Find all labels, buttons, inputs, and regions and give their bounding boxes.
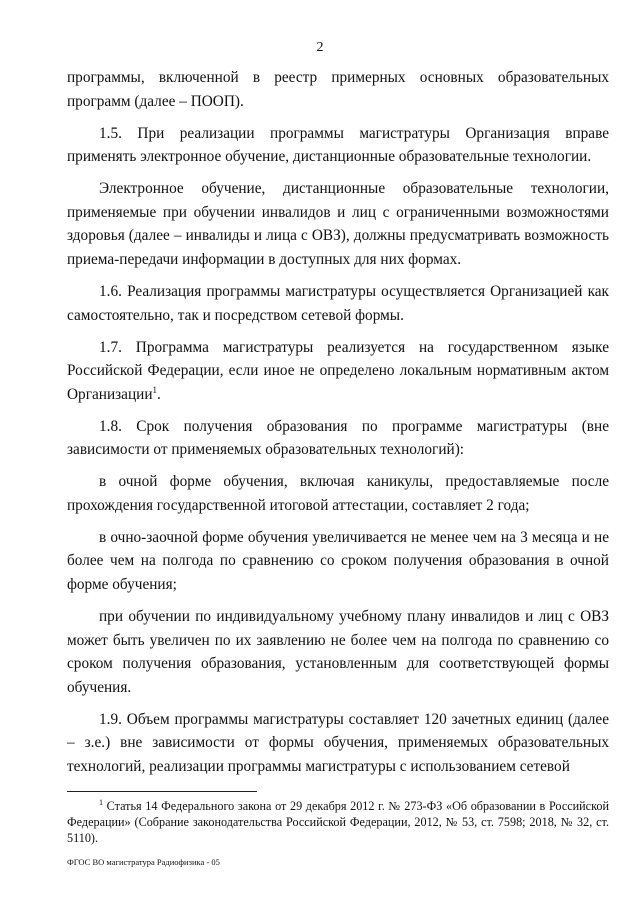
paragraph-ovz: Электронное обучение, дистанционные образовательные технологии, применяемые при обучении инвалидов и лиц с ограниченными возможностями здоровья (далее – инвалиды и лица с ОВЗ), должны предусматривать возможность приема-передачи информации в доступных для них формах. bbox=[67, 180, 609, 268]
paragraph-1-6: 1.6. Реализация программы магистратуры осуществляется Организацией как самостоятельно, так и посредством сетевой формы. bbox=[67, 282, 609, 324]
paragraph-part-time: в очно-заочной форме обучения увеличивается не менее чем на 3 месяца и не более чем на полгода по сравнению со сроком получения образования в очной форме обучения; bbox=[67, 528, 609, 594]
paragraph-1-7-text: 1.7. Программа магистратуры реализуется на государственном языке Российской Федерации, если иное не определено локальным нормативным актом Организации bbox=[67, 338, 609, 403]
paragraph-individual-plan: при обучении по индивидуальному учебному плану инвалидов и лиц с ОВЗ может быть увеличен по их заявлению не более чем на полгода по сравнению со сроком получения образования, установленным для соответствующей формы обучения. bbox=[67, 608, 609, 696]
paragraph-1-7-end: . bbox=[157, 385, 161, 403]
paragraph-full-time: в очной форме обучения, включая каникулы, предоставляемые после прохождения государственной итоговой аттестации, составляет 2 года; bbox=[67, 473, 609, 514]
paragraph-pooop: программы, включенной в реестр примерных основных образовательных программ (далее – ПООП). bbox=[67, 69, 609, 110]
paragraph-1-8: 1.8. Срок получения образования по программе магистратуры (вне зависимости от применяемых образовательных технологий): bbox=[67, 417, 609, 459]
paragraph-1-9: 1.9. Объем программы магистратуры составляет 120 зачетных единиц (далее – з.е.) вне зависимости от формы обучения, применяемых образовательных технологий, реализации программы магистратуры с использованием сетевой bbox=[67, 710, 609, 775]
footnote-marker: 1 bbox=[99, 797, 103, 807]
paragraph-1-5: 1.5. При реализации программы магистратуры Организация вправе применять электронное обучение, дистанционные образовательные технологии. bbox=[67, 124, 609, 166]
footnote-divider bbox=[67, 791, 257, 792]
paragraph-1-7 bbox=[67, 336, 609, 407]
document-footer: ФГОС ВО магистратура Радиофизика - 05 bbox=[67, 857, 220, 867]
page-number: 2 bbox=[316, 40, 324, 55]
footnote bbox=[67, 798, 609, 846]
document-body bbox=[67, 66, 609, 787]
footnote-reference: 1 bbox=[152, 384, 158, 395]
footnote-text: Статья 14 Федерального закона от 29 декабря 2012 г. № 273-ФЗ «Об образовании в Российской Федерации» (Собрание законодательства Российской Федерации, 2012, № 53, ст. 7598; 2018, № 32, ст. 5110). bbox=[67, 799, 610, 845]
